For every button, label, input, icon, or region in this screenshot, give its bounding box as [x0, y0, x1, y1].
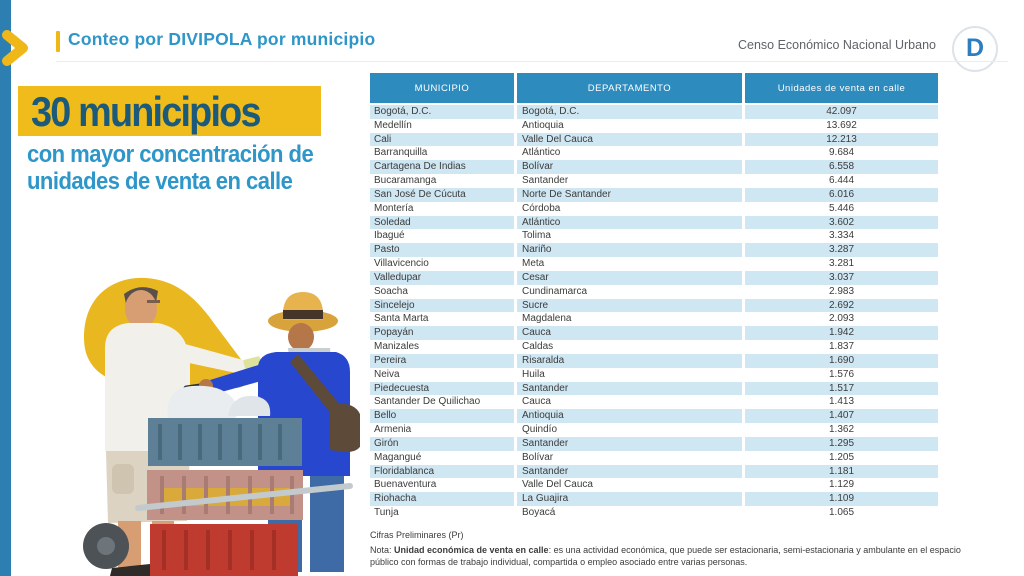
- cell-municipio: Buenaventura: [370, 478, 514, 492]
- cell-unidades: 1.407: [745, 409, 938, 423]
- table-row: [370, 271, 938, 285]
- table-row: [370, 478, 938, 492]
- table-row: [370, 340, 938, 354]
- cell-departamento: Cauca: [517, 326, 742, 340]
- cell-departamento: Magdalena: [517, 312, 742, 326]
- cell-municipio: Girón: [370, 437, 514, 451]
- cell-municipio: Soledad: [370, 216, 514, 230]
- cell-unidades: 1.942: [745, 326, 938, 340]
- chevron-right-icon: [1, 30, 33, 66]
- cell-departamento: Santander: [517, 174, 742, 188]
- cell-unidades: 42.097: [745, 105, 938, 119]
- cell-unidades: 6.444: [745, 174, 938, 188]
- cell-unidades: 3.602: [745, 216, 938, 230]
- table-row: [370, 216, 938, 230]
- cell-departamento: Tolima: [517, 229, 742, 243]
- cell-departamento: Bogotá, D.C.: [517, 105, 742, 119]
- cell-unidades: 1.413: [745, 395, 938, 409]
- table-row: [370, 312, 938, 326]
- cell-unidades: 13.692: [745, 119, 938, 133]
- cell-departamento: Cundinamarca: [517, 285, 742, 299]
- headline-highlight-block: [18, 86, 321, 136]
- cell-departamento: Bolívar: [517, 451, 742, 465]
- column-header-departamento: DEPARTAMENTO: [517, 73, 742, 103]
- cell-unidades: 1.129: [745, 478, 938, 492]
- cell-municipio: Villavicencio: [370, 257, 514, 271]
- table-row: [370, 299, 938, 313]
- cell-municipio: Sincelejo: [370, 299, 514, 313]
- column-header-municipio: MUNICIPIO: [370, 73, 514, 103]
- table-row: [370, 451, 938, 465]
- table-row: [370, 368, 938, 382]
- cell-unidades: 3.334: [745, 229, 938, 243]
- cell-departamento: Boyacá: [517, 506, 742, 520]
- cell-municipio: Floridablanca: [370, 465, 514, 479]
- cell-unidades: 1.837: [745, 340, 938, 354]
- table-row: [370, 174, 938, 188]
- cell-departamento: Antioquia: [517, 119, 742, 133]
- cell-unidades: 1.181: [745, 465, 938, 479]
- subheadline-line2: unidades de venta en calle: [27, 168, 293, 195]
- cell-departamento: Caldas: [517, 340, 742, 354]
- table-row: [370, 202, 938, 216]
- table-row: [370, 465, 938, 479]
- cell-departamento: Valle Del Cauca: [517, 133, 742, 147]
- cell-unidades: 6.558: [745, 160, 938, 174]
- headline: 30 municipios: [31, 88, 260, 135]
- cell-departamento: Quindío: [517, 423, 742, 437]
- cell-departamento: Bolívar: [517, 160, 742, 174]
- cell-departamento: Norte De Santander: [517, 188, 742, 202]
- cell-unidades: 1.576: [745, 368, 938, 382]
- cell-unidades: 5.446: [745, 202, 938, 216]
- cell-unidades: 1.517: [745, 382, 938, 396]
- table-row: [370, 409, 938, 423]
- cell-municipio: Bucaramanga: [370, 174, 514, 188]
- cell-municipio: Ibagué: [370, 229, 514, 243]
- table-row: [370, 506, 938, 520]
- cell-municipio: Cartagena De Indias: [370, 160, 514, 174]
- table-body: [370, 105, 938, 520]
- cell-departamento: Huila: [517, 368, 742, 382]
- program-label: Censo Económico Nacional Urbano: [737, 38, 936, 52]
- column-header-unidades: Unidades de venta en calle: [745, 73, 938, 103]
- table-row: [370, 133, 938, 147]
- table-row: [370, 382, 938, 396]
- cell-departamento: Nariño: [517, 243, 742, 257]
- table-row: [370, 285, 938, 299]
- cell-municipio: Neiva: [370, 368, 514, 382]
- cell-municipio: Medellín: [370, 119, 514, 133]
- cell-municipio: Valledupar: [370, 271, 514, 285]
- cell-unidades: 2.983: [745, 285, 938, 299]
- header-divider: [56, 61, 1008, 62]
- table-row: [370, 492, 938, 506]
- definition-note: Nota: Unidad económica de venta en calle: es una actividad económica, que puede ser estacionaria, semi-estacionaria y ambulante en el espacio público con formas de trabajo individual, compartida o empleo asociado entre varias personas.: [370, 544, 961, 567]
- cell-municipio: Popayán: [370, 326, 514, 340]
- cell-municipio: Bogotá, D.C.: [370, 105, 514, 119]
- cell-unidades: 2.692: [745, 299, 938, 313]
- table-row: [370, 146, 938, 160]
- cell-municipio: Cali: [370, 133, 514, 147]
- cell-unidades: 3.037: [745, 271, 938, 285]
- page-title: Conteo por DIVIPOLA por municipio: [68, 29, 376, 49]
- cell-unidades: 1.295: [745, 437, 938, 451]
- subheadline: [27, 141, 313, 195]
- table-row: [370, 437, 938, 451]
- cell-municipio: Santander De Quilichao: [370, 395, 514, 409]
- table-row: [370, 354, 938, 368]
- cell-departamento: Cesar: [517, 271, 742, 285]
- cell-municipio: Manizales: [370, 340, 514, 354]
- cell-municipio: Barranquilla: [370, 146, 514, 160]
- cell-unidades: 2.093: [745, 312, 938, 326]
- table-row: [370, 423, 938, 437]
- cell-departamento: Antioquia: [517, 409, 742, 423]
- table-row: [370, 243, 938, 257]
- cell-unidades: 1.109: [745, 492, 938, 506]
- cell-departamento: Santander: [517, 382, 742, 396]
- table-row: [370, 188, 938, 202]
- preliminary-figures-note: Cifras Preliminares (Pr): [370, 530, 464, 540]
- cell-unidades: 9.684: [745, 146, 938, 160]
- cell-departamento: Risaralda: [517, 354, 742, 368]
- street-vendors-photo: [0, 236, 360, 576]
- cell-departamento: Santander: [517, 465, 742, 479]
- cell-municipio: Armenia: [370, 423, 514, 437]
- dane-logo: [952, 26, 998, 72]
- cell-unidades: 1.205: [745, 451, 938, 465]
- table-row: [370, 257, 938, 271]
- cell-unidades: 1.690: [745, 354, 938, 368]
- table-row: [370, 119, 938, 133]
- subheadline-line1: con mayor concentración de: [27, 141, 314, 168]
- table-row: [370, 229, 938, 243]
- table-row: [370, 395, 938, 409]
- cell-municipio: Montería: [370, 202, 514, 216]
- cell-departamento: Córdoba: [517, 202, 742, 216]
- cell-departamento: Atlántico: [517, 146, 742, 160]
- table-row: [370, 105, 938, 119]
- cell-departamento: Meta: [517, 257, 742, 271]
- table-header: [370, 73, 938, 103]
- cell-departamento: Atlántico: [517, 216, 742, 230]
- cell-departamento: Santander: [517, 437, 742, 451]
- cell-municipio: Magangué: [370, 451, 514, 465]
- cell-unidades: 3.281: [745, 257, 938, 271]
- cell-departamento: Valle Del Cauca: [517, 478, 742, 492]
- cell-municipio: Pasto: [370, 243, 514, 257]
- cell-unidades: 1.065: [745, 506, 938, 520]
- table-row: [370, 326, 938, 340]
- title-tick: [56, 31, 60, 52]
- cell-municipio: Piedecuesta: [370, 382, 514, 396]
- cell-municipio: Santa Marta: [370, 312, 514, 326]
- cell-municipio: Riohacha: [370, 492, 514, 506]
- cell-departamento: La Guajira: [517, 492, 742, 506]
- cell-unidades: 12.213: [745, 133, 938, 147]
- cell-unidades: 6.016: [745, 188, 938, 202]
- cell-departamento: Sucre: [517, 299, 742, 313]
- cell-municipio: Pereira: [370, 354, 514, 368]
- cell-unidades: 1.362: [745, 423, 938, 437]
- cell-unidades: 3.287: [745, 243, 938, 257]
- cell-departamento: Cauca: [517, 395, 742, 409]
- cell-municipio: San José De Cúcuta: [370, 188, 514, 202]
- table-row: [370, 160, 938, 174]
- divipola-table: [370, 73, 938, 520]
- dane-logo-letter: D: [965, 33, 985, 62]
- footnotes: [370, 529, 962, 569]
- cell-municipio: Soacha: [370, 285, 514, 299]
- cell-municipio: Tunja: [370, 506, 514, 520]
- cell-municipio: Bello: [370, 409, 514, 423]
